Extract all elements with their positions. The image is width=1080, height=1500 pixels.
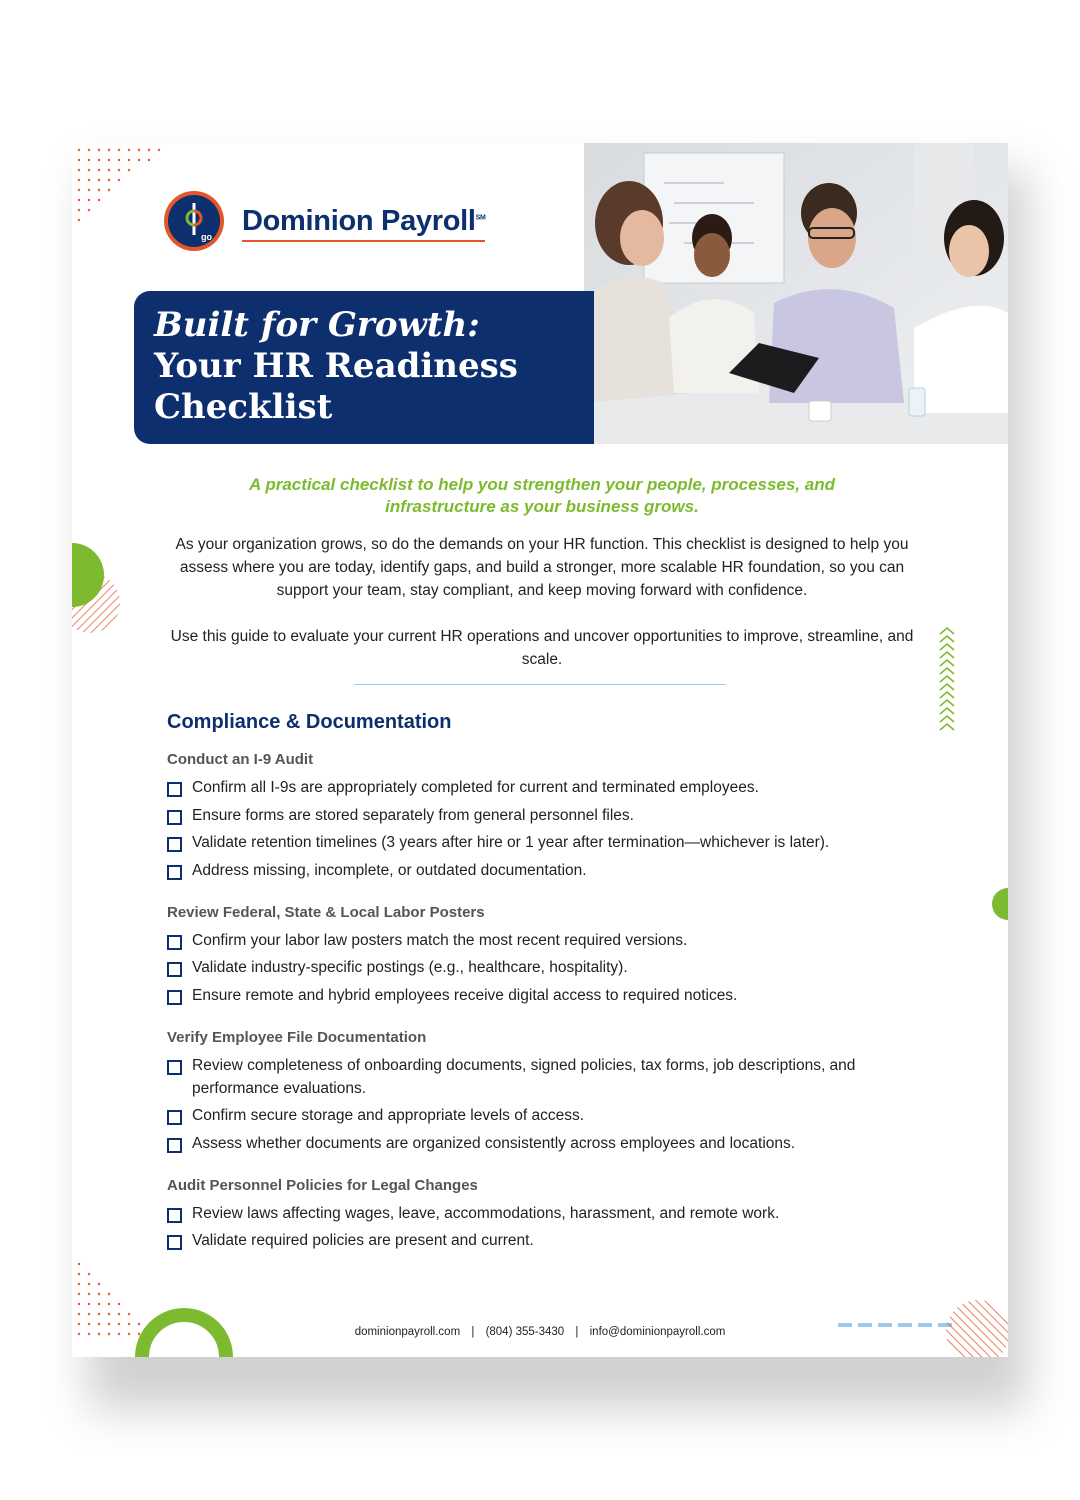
checklist-group-posters xyxy=(167,902,927,1007)
checkbox[interactable] xyxy=(167,837,182,852)
checkbox[interactable] xyxy=(167,1138,182,1153)
checklist-group-employee-files xyxy=(167,1027,927,1155)
checklist-item[interactable] xyxy=(167,804,927,827)
intro-paragraph-2: Use this guide to evaluate your current HR operations and uncover opportunities to improve, streamline, and scale. xyxy=(170,628,914,668)
title-banner xyxy=(134,291,594,444)
checklist-item[interactable] xyxy=(167,1202,927,1225)
group-title: Verify Employee File Documentation xyxy=(167,1028,427,1046)
item-text: Ensure remote and hybrid employees receive digital access to required notices. xyxy=(192,986,738,1004)
item-text: Validate required policies are present and current. xyxy=(192,1232,534,1249)
item-text: Review laws affecting wages, leave, accommodations, harassment, and remote work. xyxy=(192,1204,780,1222)
intro-text xyxy=(162,533,922,694)
section-title: Compliance & Documentation xyxy=(167,711,452,733)
title-line-1: Built for Growth: xyxy=(154,305,480,345)
checkbox[interactable] xyxy=(167,810,182,825)
item-text: Confirm secure storage and appropriate levels of access. xyxy=(192,1107,585,1124)
green-half-circle-right xyxy=(990,888,1008,920)
checklist-item[interactable] xyxy=(167,929,927,952)
title-line-2: Your HR Readiness xyxy=(154,346,518,386)
checkbox[interactable] xyxy=(167,1208,182,1223)
item-text: Assess whether documents are organized consistently across employees and locations. xyxy=(192,1134,796,1152)
checkbox[interactable] xyxy=(167,935,182,950)
logo-text: go xyxy=(201,232,212,242)
checkbox[interactable] xyxy=(167,865,182,880)
footer-separator: | xyxy=(471,1326,475,1338)
orange-dot-grid-top xyxy=(76,147,166,227)
green-half-circle-left-fill xyxy=(72,543,112,607)
checkbox[interactable] xyxy=(167,962,182,977)
item-text: Confirm your labor law posters match the most recent required versions. xyxy=(192,931,688,949)
checklist-group-i9 xyxy=(167,749,927,882)
group-title: Conduct an I-9 Audit xyxy=(167,751,314,768)
item-text: Ensure forms are stored separately from general personnel files. xyxy=(192,806,634,824)
checkbox[interactable] xyxy=(167,782,182,797)
footer-email[interactable]: info@dominionpayroll.com xyxy=(589,1326,726,1338)
section-divider xyxy=(354,684,726,685)
brand-name xyxy=(242,205,486,238)
green-chevron-column xyxy=(936,626,958,736)
footer-separator: | xyxy=(575,1326,579,1338)
checkbox[interactable] xyxy=(167,1060,182,1075)
checkbox[interactable] xyxy=(167,1235,182,1250)
logo-mark xyxy=(164,191,224,251)
footer-contact xyxy=(72,1326,1008,1338)
title-line-3: Checklist xyxy=(154,387,333,427)
checkbox[interactable] xyxy=(167,990,182,1005)
logo-dp-icon xyxy=(168,195,220,247)
footer-website[interactable]: dominionpayroll.com xyxy=(354,1326,461,1338)
checklist-item[interactable] xyxy=(167,831,927,854)
brand-underline xyxy=(242,240,485,242)
checklist-item[interactable] xyxy=(167,1229,927,1252)
intro-paragraph-1: As your organization grows, so do the demands on your HR function. This checklist is designed to help you assess where you are today, identify gaps, and build a stronger, more scalable HR foundation, so you can support your team, stay compliant, and keep moving forward with confidence. xyxy=(175,536,909,599)
service-mark: SM xyxy=(475,214,486,222)
item-text: Address missing, incomplete, or outdated documentation. xyxy=(192,861,587,879)
checklist xyxy=(167,749,927,1272)
group-title: Review Federal, State & Local Labor Posters xyxy=(167,903,485,921)
checklist-item[interactable] xyxy=(167,984,927,1007)
item-text: Validate retention timelines (3 years after hire or 1 year after termination—whichever is later). xyxy=(192,834,830,851)
team-meeting-photo xyxy=(584,143,1008,444)
group-title: Audit Personnel Policies for Legal Changes xyxy=(167,1176,478,1194)
checklist-item[interactable] xyxy=(167,1054,927,1100)
checklist-item[interactable] xyxy=(167,859,927,882)
item-text: Validate industry-specific postings (e.g., healthcare, hospitality). xyxy=(192,959,628,976)
checklist-item[interactable] xyxy=(167,1132,927,1155)
checklist-item[interactable] xyxy=(167,776,927,799)
tagline: A practical checklist to help you strengthen your people, processes, and infrastructure as your business grows. xyxy=(248,475,836,516)
document-page xyxy=(72,143,1008,1357)
checklist-item[interactable] xyxy=(167,1104,927,1127)
checkbox[interactable] xyxy=(167,1110,182,1125)
checklist-group-policies xyxy=(167,1175,927,1253)
brand-name-text: Dominion Payroll xyxy=(242,205,476,237)
checklist-item[interactable] xyxy=(167,956,927,979)
item-text: Confirm all I-9s are appropriately completed for current and terminated employees. xyxy=(192,779,759,796)
page-title xyxy=(154,305,518,428)
item-text: Review completeness of onboarding documents, signed policies, tax forms, job descriptions, and performance evaluations. xyxy=(192,1056,856,1097)
footer-phone[interactable]: (804) 355-3430 xyxy=(485,1326,565,1338)
